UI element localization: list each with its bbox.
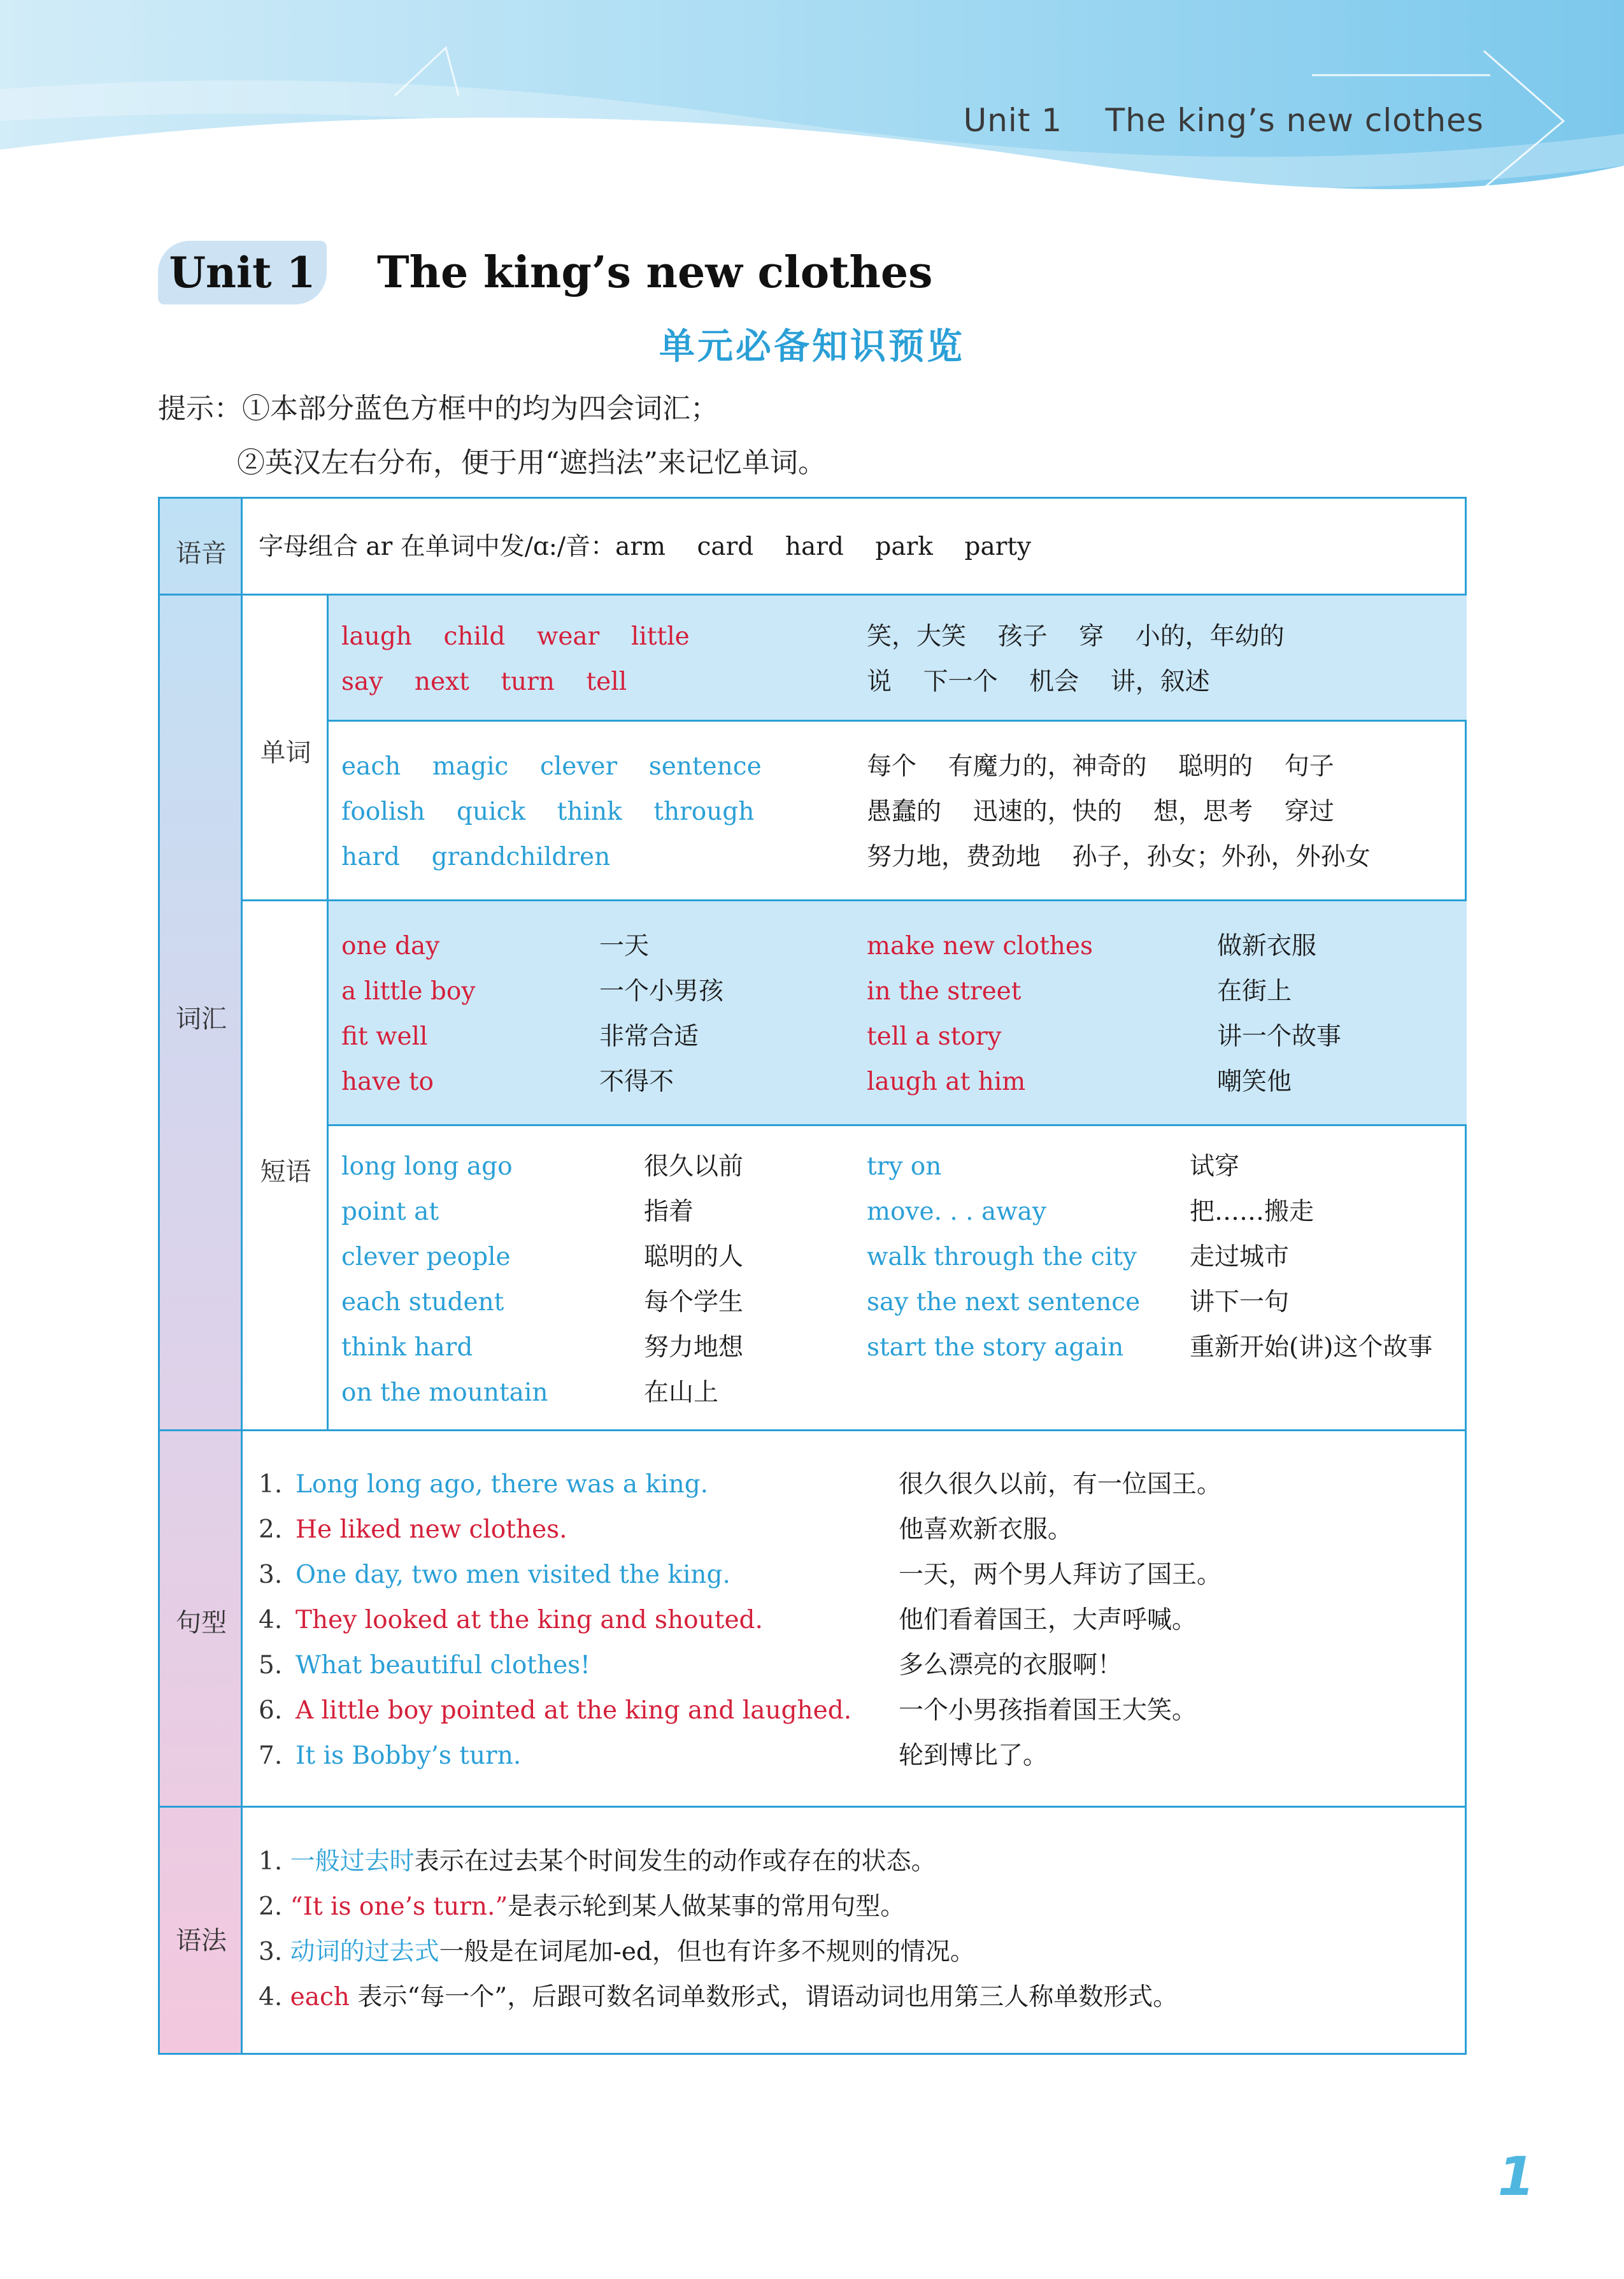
label-phrases: 短语 <box>260 1157 311 1187</box>
sentence-zh: 轮到博比了。 <box>899 1741 1048 1770</box>
phrase-en: have to <box>341 1068 434 1096</box>
phrase-en: on the mountain <box>341 1378 548 1407</box>
sentence-zh: 他喜欢新衣服。 <box>899 1515 1073 1544</box>
word-meaning-line: 说 下一个 机会 讲，叙述 <box>867 668 1210 696</box>
phrase-en: tell a story <box>867 1022 1002 1051</box>
word-list-line: foolish quick think through <box>341 797 755 826</box>
phrase-zh: 非常合适 <box>599 1022 699 1051</box>
word-meaning-line: 努力地，费劲地 孙子，孙女；外孙，外孙女 <box>867 843 1371 871</box>
label-column <box>160 499 243 2053</box>
phrase-zh: 试穿 <box>1190 1152 1240 1181</box>
sentence-zh: 一个小男孩指着国王大笑。 <box>899 1696 1197 1725</box>
phrase-en: try on <box>867 1152 942 1181</box>
word-list-line: each magic clever sentence <box>341 752 762 781</box>
phrase-zh: 一个小男孩 <box>599 977 724 1006</box>
sentence-number: 5. <box>259 1651 283 1680</box>
phrase-zh: 很久以前 <box>644 1152 744 1181</box>
unit-badge: Unit 1 <box>158 241 327 304</box>
label-words: 单词 <box>260 738 311 768</box>
grammar-row <box>259 1985 1178 2010</box>
knowledge-table <box>158 497 1467 2055</box>
phrase-zh: 在街上 <box>1217 977 1292 1006</box>
grammar-number: 3. <box>259 1938 283 1966</box>
grammar-number: 1. <box>259 1847 283 1876</box>
phrase-en: one day <box>341 932 440 961</box>
sentence-zh: 他们看着国王，大声呼喊。 <box>899 1606 1197 1634</box>
phrase-en: in the street <box>867 977 1022 1006</box>
unit-title: The king’s new clothes <box>377 247 933 298</box>
sentence-en: A little boy pointed at the king and laughed. <box>296 1696 852 1725</box>
sentence-zh: 一天，两个男人拜访了国王。 <box>899 1561 1222 1589</box>
phrase-zh: 讲下一句 <box>1190 1288 1290 1317</box>
tip-line-1: 提示：①本部分蓝色方框中的均为四会词汇； <box>158 392 718 425</box>
phrase-zh: 指着 <box>644 1197 694 1226</box>
phrase-en: laugh at him <box>867 1068 1026 1096</box>
phrase-en: say the next sentence <box>867 1288 1141 1317</box>
grammar-keyword: 动词的过去式 <box>290 1938 439 1966</box>
sentence-number: 3. <box>259 1561 283 1589</box>
grammar-explanation: 表示“每一个”，后跟可数名词单数形式，谓语动词也用第三人称单数形式。 <box>349 1983 1178 2011</box>
sentence-en: He liked new clothes. <box>296 1515 567 1544</box>
phrase-zh: 不得不 <box>599 1068 674 1096</box>
phrase-zh: 走过城市 <box>1190 1243 1290 1271</box>
grammar-keyword: each <box>290 1983 350 2011</box>
grammar-explanation: 一般是在词尾加-ed，但也有许多不规则的情况。 <box>439 1938 975 1966</box>
label-sentences: 句型 <box>176 1608 227 1638</box>
grammar-row <box>259 1894 905 1919</box>
sentence-number: 6. <box>259 1696 283 1725</box>
grammar-keyword: “It is one’s turn.” <box>290 1892 508 1921</box>
phrase-zh: 做新衣服 <box>1217 932 1317 961</box>
phrase-zh: 讲一个故事 <box>1217 1022 1342 1051</box>
grammar-keyword: 一般过去时 <box>290 1847 415 1876</box>
word-list-line: hard grandchildren <box>341 843 611 871</box>
sentence-en: Long long ago, there was a king. <box>296 1470 709 1499</box>
phrase-zh: 每个学生 <box>644 1288 744 1317</box>
grammar-number: 2. <box>259 1892 283 1921</box>
sentence-zh: 多么漂亮的衣服啊！ <box>899 1651 1123 1680</box>
phrase-en: think hard <box>341 1333 473 1362</box>
sentence-en: What beautiful clothes! <box>296 1651 590 1680</box>
grammar-explanation: 表示在过去某个时间发生的动作或存在的状态。 <box>414 1847 936 1876</box>
phrase-zh: 重新开始(讲)这个故事 <box>1190 1333 1433 1362</box>
word-list-line: laugh child wear little <box>341 622 690 651</box>
words-core-box <box>329 596 1467 720</box>
phrase-zh: 聪明的人 <box>644 1243 744 1271</box>
phrase-zh: 嘲笑他 <box>1217 1068 1292 1096</box>
sentence-number: 1. <box>259 1470 283 1499</box>
phrase-en: make new clothes <box>867 932 1093 961</box>
phrase-en: start the story again <box>867 1333 1124 1362</box>
phrase-en: point at <box>341 1197 439 1226</box>
label-pronunciation: 语音 <box>176 539 227 568</box>
running-header-title: Unit 1 The king’s new clothes <box>963 102 1484 139</box>
sentence-en: It is Bobby’s turn. <box>296 1741 522 1770</box>
phrase-zh: 在山上 <box>644 1378 719 1407</box>
phrase-zh: 把……搬走 <box>1190 1197 1314 1226</box>
phrase-en: move. . . away <box>867 1197 1046 1226</box>
page-number: 1 <box>1497 2145 1535 2208</box>
phrase-en: a little boy <box>341 977 476 1006</box>
phrase-en: each student <box>341 1288 504 1317</box>
section-subtitle: 单元必备知识预览 <box>659 326 965 368</box>
grammar-row <box>259 1940 975 1964</box>
label-grammar: 语法 <box>176 1926 227 1955</box>
pronunciation-text: 字母组合 ar 在单词中发/ɑ:/音：arm card hard park party <box>259 532 1032 561</box>
sentence-number: 2. <box>259 1515 283 1544</box>
phrase-en: walk through the city <box>867 1243 1137 1271</box>
grammar-explanation: 是表示轮到某人做某事的常用句型。 <box>508 1892 906 1921</box>
word-meaning-line: 愚蠢的 迅速的，快的 想，思考 穿过 <box>867 797 1334 826</box>
grammar-row <box>259 1849 936 1874</box>
word-meaning-line: 笑，大笑 孩子 穿 小的，年幼的 <box>867 622 1285 651</box>
phrase-en: fit well <box>341 1022 428 1051</box>
sentence-number: 4. <box>259 1606 283 1634</box>
sentence-number: 7. <box>259 1741 283 1770</box>
tip-line-2: ②英汉左右分布，便于用“遮挡法”来记忆单词。 <box>237 447 826 479</box>
grammar-number: 4. <box>259 1983 283 2011</box>
phrase-en: clever people <box>341 1243 511 1271</box>
label-vocabulary: 词汇 <box>176 1004 227 1034</box>
sentence-en: They looked at the king and shouted. <box>296 1606 763 1634</box>
phrase-zh: 一天 <box>599 932 650 961</box>
sentence-en: One day, two men visited the king. <box>296 1561 730 1589</box>
phrase-zh: 努力地想 <box>644 1333 744 1362</box>
word-meaning-line: 每个 有魔力的，神奇的 聪明的 句子 <box>867 752 1334 781</box>
word-list-line: say next turn tell <box>341 668 627 696</box>
phrase-en: long long ago <box>341 1152 513 1181</box>
sentence-zh: 很久很久以前，有一位国王。 <box>899 1470 1222 1499</box>
